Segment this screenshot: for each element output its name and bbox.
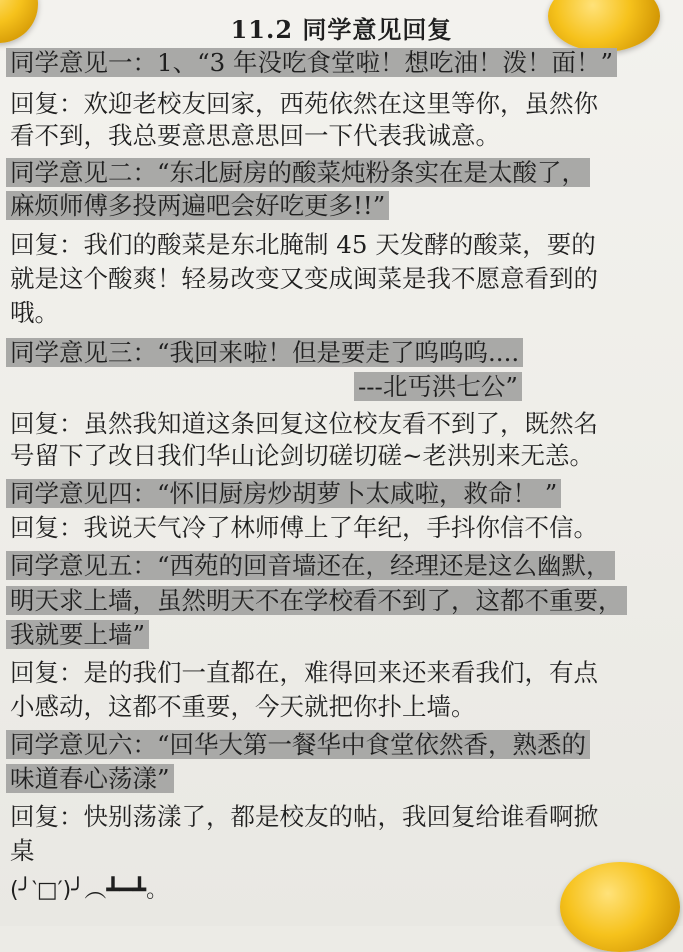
feedback-line [10,730,590,760]
feedback-line [10,158,590,188]
feedback-line [10,479,561,509]
line-text: 哦。 [10,298,59,327]
line-text: 同学意见三：“我回来啦！但是要走了呜呜呜.... [6,338,523,367]
line-text: 回复：我说天气冷了林师傅上了年纪，手抖你信不信。 [10,513,598,542]
feedback-line [10,48,617,78]
reply-line [10,298,59,328]
line-text: 号留下了改日我们华山论剑切磋切磋~老洪别来无恙。 [10,441,595,470]
reply-line [10,692,476,722]
line-text: 同学意见二：“东北厨房的酸菜炖粉条实在是太酸了， [6,158,590,187]
feedback-line [10,764,174,794]
line-text: 看不到，我总要意思意思回一下代表我诚意。 [10,121,500,150]
line-text: 我就要上墙” [6,620,149,649]
line-text: 同学意见五：“西苑的回音墙还在，经理还是这么幽默， [6,551,615,580]
line-text: 麻烦师傅多投两遍吧会好吃更多!!” [6,191,389,220]
line-text: 明天求上墙，虽然明天不在学校看不到了，这都不重要， [6,586,627,615]
feedback-line [10,620,149,650]
reply-line [10,802,598,832]
reply-line [10,264,598,294]
line-text: 回复：是的我们一直都在，难得回来还来看我们，有点 [10,658,598,687]
line-text: 就是这个酸爽！轻易改变又变成闽菜是我不愿意看到的 [10,264,598,293]
reply-line [10,121,500,151]
reply-line [10,441,594,471]
line-text: 同学意见一：1、“3 年没吃食堂啦！想吃油！泼！面！” [6,48,617,77]
feedback-line [10,551,615,581]
line-text: ---北丐洪七公” [354,372,522,401]
line-text: 桌 [10,836,35,865]
reply-line [10,513,598,543]
reply-line [10,409,598,439]
feedback-line [10,586,627,616]
feedback-line [10,191,389,221]
feedback-line [358,372,522,402]
reply-line [10,836,35,866]
line-text: 同学意见四：“怀旧厨房炒胡萝卜太咸啦，救命！ ” [6,479,561,508]
line-text: 同学意见六：“回华大第一餐华中食堂依然香，熟悉的 [6,730,590,759]
line-text: 回复：快别荡漾了，都是校友的帖，我回复给谁看啊掀 [10,802,598,831]
reply-line [10,874,168,904]
page-title: 11.2 同学意见回复 [230,15,453,44]
feedback-line [10,338,523,368]
reply-line [10,658,598,688]
reply-line [10,230,596,260]
line-text: (╯‵□′)╯︵┻━┻。 [10,878,169,903]
line-text: 回复：欢迎老校友回家，西苑依然在这里等你，虽然你 [10,89,598,118]
magnet-bottom-right [560,862,680,952]
line-text: 回复：虽然我知道这条回复这位校友看不到了，既然名 [10,409,598,438]
line-text: 回复：我们的酸菜是东北腌制 45 天发酵的酸菜，要的 [10,230,596,259]
line-text: 味道春心荡漾” [6,764,174,793]
line-text: 小感动，这都不重要，今天就把你扑上墙。 [10,692,476,721]
reply-line [10,89,598,119]
